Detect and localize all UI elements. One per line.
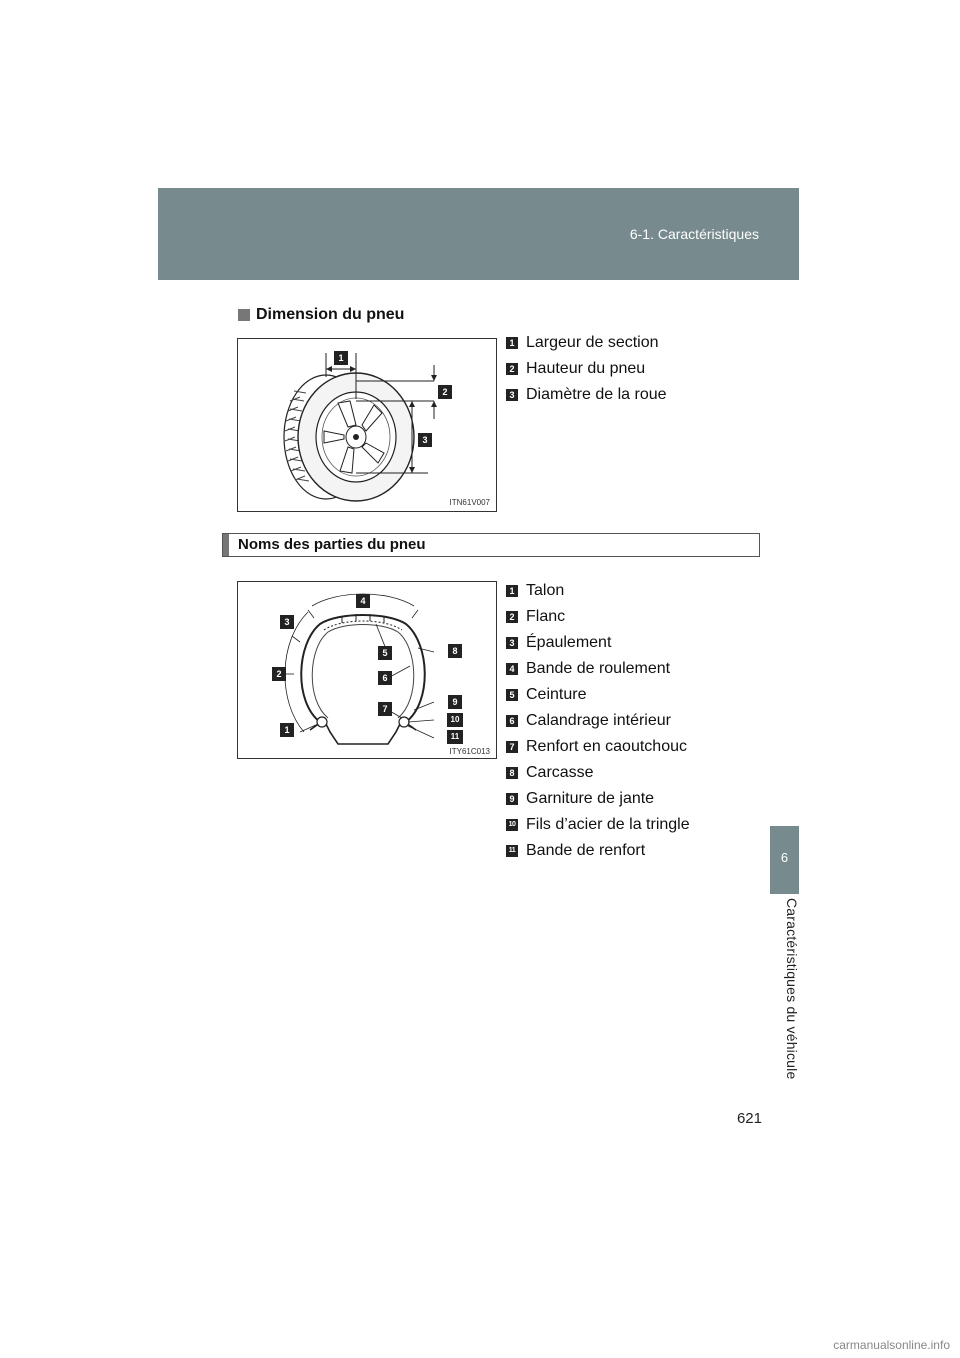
header-band — [158, 188, 799, 280]
tire-dimension-figure — [237, 338, 497, 512]
section-accent — [223, 534, 229, 556]
parts-legend — [506, 578, 690, 864]
callout-11: 11 — [447, 730, 463, 744]
list-item: 8 Carcasse — [506, 760, 690, 786]
chapter-number: 6 — [780, 850, 789, 865]
callout-3: 3 — [418, 433, 432, 447]
callout-1: 1 — [280, 723, 294, 737]
list-item: 3 Épaulement — [506, 630, 690, 656]
section-title: 6-1. Caractéristiques — [629, 226, 759, 242]
list-item: 7 Renfort en caoutchouc — [506, 734, 690, 760]
callout-10: 10 — [447, 713, 463, 727]
callout-9: 9 — [448, 695, 462, 709]
dimension-legend — [506, 330, 667, 408]
callout-1: 1 — [334, 351, 348, 365]
list-item: 2 Hauteur du pneu — [506, 356, 667, 382]
list-item: 3 Diamètre de la roue — [506, 382, 667, 408]
list-item: 6 Calandrage intérieur — [506, 708, 690, 734]
list-item: 11 Bande de renfort — [506, 838, 690, 864]
callout-7: 7 — [378, 702, 392, 716]
callout-5: 5 — [378, 646, 392, 660]
tire-parts-figure — [237, 581, 497, 759]
section-heading-bar — [222, 533, 760, 557]
callout-6: 6 — [378, 671, 392, 685]
list-item: 1 Largeur de section — [506, 330, 667, 356]
dimension-heading — [238, 306, 404, 324]
figure-code: ITY61C013 — [449, 747, 490, 756]
list-item: 10 Fils d’acier de la tringle — [506, 812, 690, 838]
page-number: 621 — [736, 1110, 762, 1127]
chapter-tab — [770, 826, 799, 894]
chapter-label: Caractéristiques du véhicule — [784, 898, 800, 1080]
list-item: 4 Bande de roulement — [506, 656, 690, 682]
dimension-heading-text: Dimension du pneu — [256, 306, 405, 323]
callout-2: 2 — [438, 385, 452, 399]
callout-4: 4 — [356, 594, 370, 608]
list-item: 1 Talon — [506, 578, 690, 604]
figure-code: ITN61V007 — [449, 498, 490, 507]
callout-8: 8 — [448, 644, 462, 658]
section-heading: Noms des parties du pneu — [238, 536, 426, 553]
callout-3: 3 — [280, 615, 294, 629]
watermark: carmanualsonline.info — [833, 1338, 950, 1352]
square-bullet-icon — [238, 309, 250, 321]
list-item: 5 Ceinture — [506, 682, 690, 708]
list-item: 2 Flanc — [506, 604, 690, 630]
callout-2: 2 — [272, 667, 286, 681]
tire-dimension-illustration — [238, 339, 496, 511]
list-item: 9 Garniture de jante — [506, 786, 690, 812]
